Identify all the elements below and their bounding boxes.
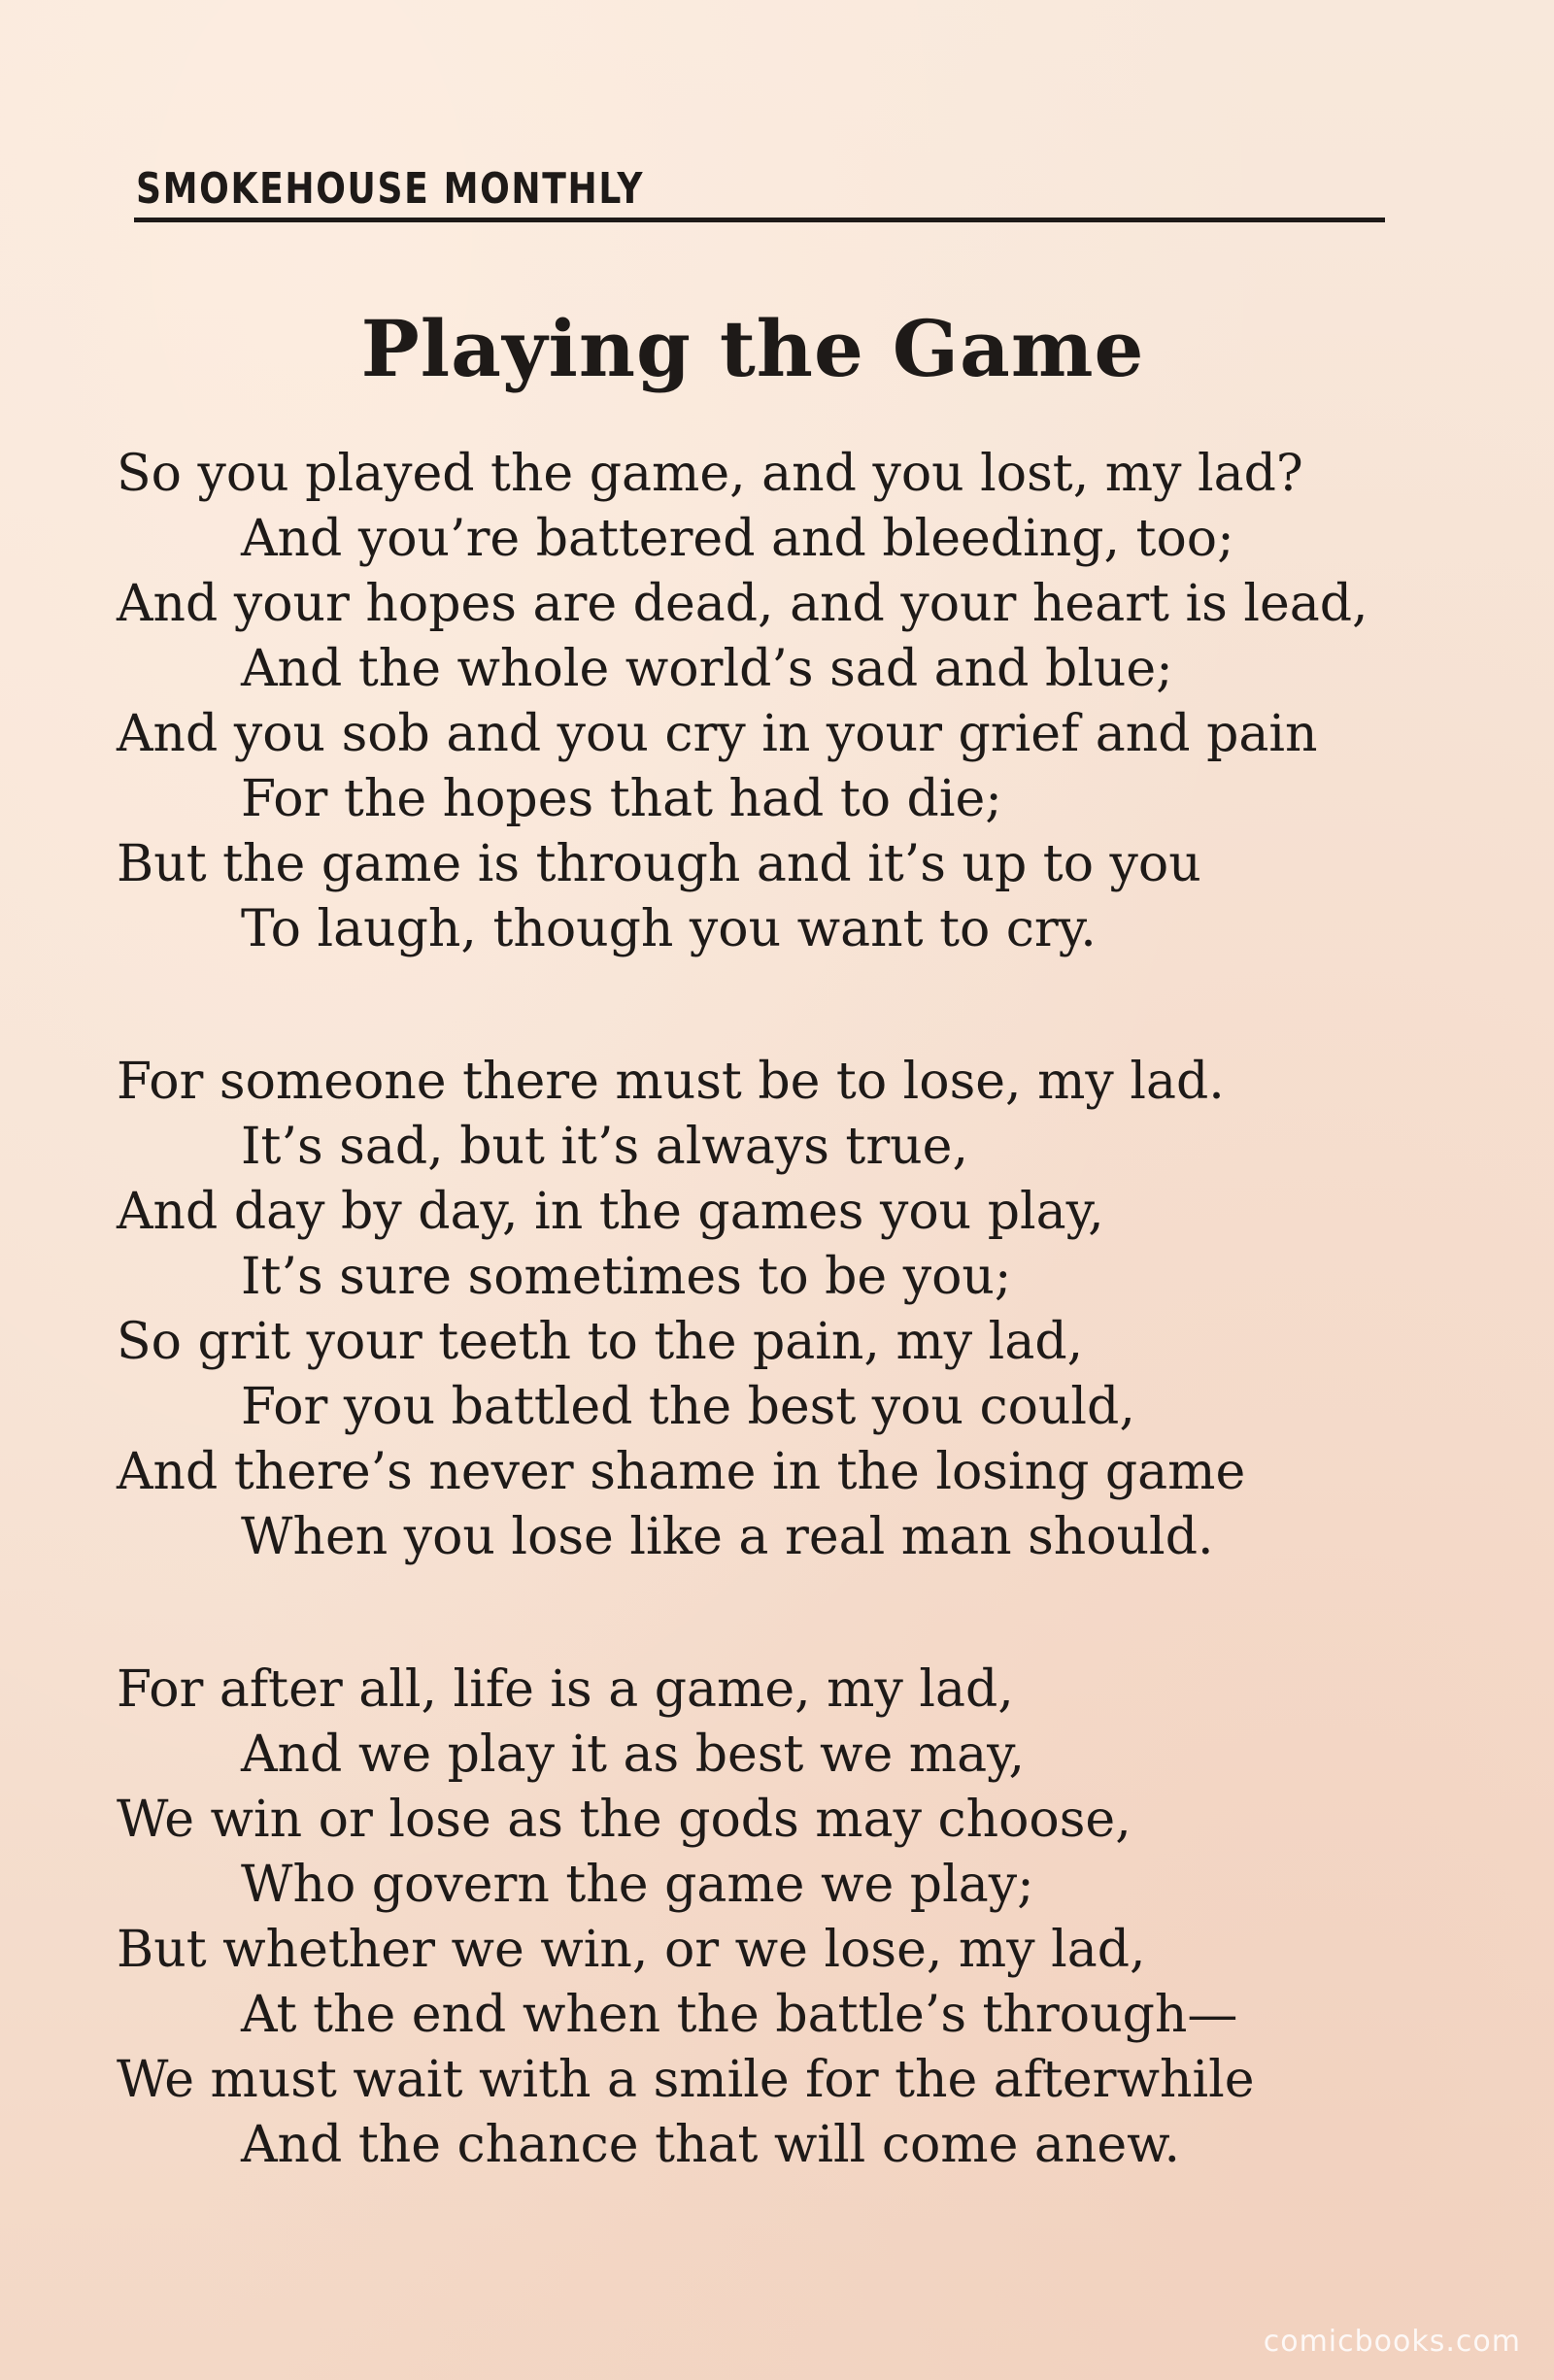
poem-line: We win or lose as the gods may choose, xyxy=(117,1791,1132,1849)
poem-body xyxy=(117,442,1399,2265)
watermark-text: comicbooks.com xyxy=(1263,2325,1521,2359)
stanza-1 xyxy=(117,442,1399,962)
poem-line: But whether we win, or we lose, my lad, xyxy=(117,1921,1146,1979)
poem-line: So grit your teeth to the pain, my lad, xyxy=(117,1313,1084,1371)
poem-line: At the end when the battle’s through— xyxy=(241,1986,1238,2044)
poem-line: And you’re battered and bleeding, too; xyxy=(241,510,1234,568)
poem-line: And you sob and you cry in your grief and pain xyxy=(117,705,1318,763)
poem-line: To laugh, though you want to cry. xyxy=(241,900,1097,958)
poem-line: But the game is through and it’s up to you xyxy=(117,835,1201,893)
poem-line: And the whole world’s sad and blue; xyxy=(241,640,1173,698)
poem-line: For after all, life is a game, my lad, xyxy=(117,1660,1014,1719)
poem-line: And your hopes are dead, and your heart is lead, xyxy=(117,575,1368,633)
poem-line: It’s sure sometimes to be you; xyxy=(241,1248,1012,1306)
poem-line: And we play it as best we may, xyxy=(241,1726,1026,1784)
poem-line: For you battled the best you could, xyxy=(241,1378,1135,1436)
poem-line: So you played the game, and you lost, my lad? xyxy=(117,445,1303,503)
poem-line: When you lose like a real man should. xyxy=(241,1508,1214,1566)
magazine-name: SMOKEHOUSE MONTHLY xyxy=(136,164,645,214)
stanza-2 xyxy=(117,1050,1399,1570)
poem-line: And day by day, in the games you play, xyxy=(117,1183,1104,1241)
poem-line: For someone there must be to lose, my lad. xyxy=(117,1053,1225,1111)
poem-title: Playing the Game xyxy=(360,303,1145,394)
stanza-3 xyxy=(117,1658,1399,2178)
poem-line: We must wait with a smile for the afterwhile xyxy=(117,2051,1255,2109)
page-header xyxy=(134,153,1385,222)
poem-line: For the hopes that had to die; xyxy=(241,770,1002,828)
poem-line: Who govern the game we play; xyxy=(241,1856,1034,1914)
poem-line: And the chance that will come anew. xyxy=(241,2116,1181,2174)
poem-line: And there’s never shame in the losing game xyxy=(117,1443,1246,1501)
poem-line: It’s sad, but it’s always true, xyxy=(241,1118,968,1176)
